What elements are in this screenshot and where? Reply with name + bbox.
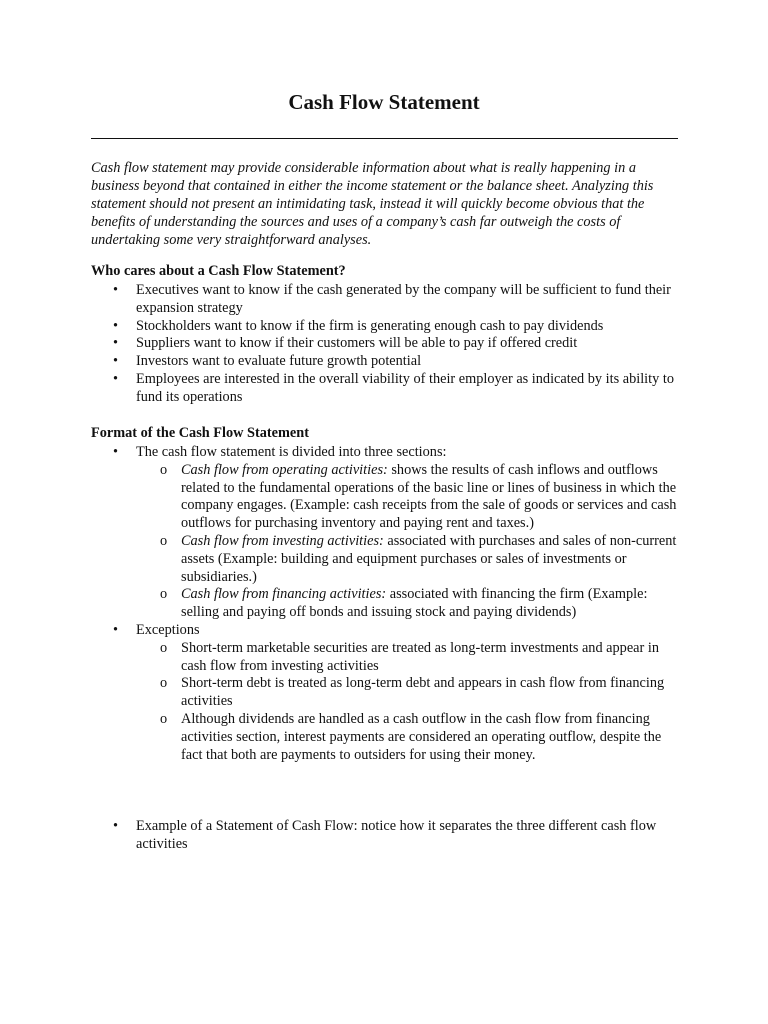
- sublist-item-financing: [136, 586, 681, 622]
- format-list: [91, 444, 681, 764]
- sublist-item-operating: [136, 462, 681, 533]
- document-title: Cash Flow Statement: [288, 90, 480, 114]
- list-item: • Suppliers want to know if their customers will be able to pay if offered credit: [91, 335, 681, 353]
- intro-paragraph: Cash flow statement may provide considerable information about what is really happening in a business beyond that contained in either the income statement or the balance sheet. Analyzing this statement should not present an intimidating task, instead it will quickly become obvious that the benefits of understanding the sources and uses of a company’s cash far outweigh the costs of undertaking some very straightforward analyses.: [91, 160, 654, 248]
- section-heading-who-cares: Who cares about a Cash Flow Statement?: [91, 263, 346, 279]
- list-item-example: • Example of a Statement of Cash Flow: notice how it separates the three different cash flow activities: [91, 818, 681, 854]
- term-investing: Cash flow from investing activities:: [181, 532, 384, 549]
- sublist-item-investing: [136, 533, 681, 586]
- desc-investing: associated with purchases and sales of non-current assets (Example: building and equipment purchases or sales of investments or subsidiaries.): [181, 532, 677, 585]
- desc-financing: associated with financing the firm (Example: selling and paying off bonds and issuing stock and paying dividends): [181, 586, 648, 621]
- list-item: • Employees are interested in the overall viability of their employer as indicated by its ability to fund its operations: [91, 371, 681, 407]
- sections-sublist: [136, 462, 681, 622]
- sublist-item: o Short-term debt is treated as long-term debt and appears in cash flow from financing activities: [136, 675, 681, 711]
- term-financing: Cash flow from financing activities:: [181, 586, 387, 603]
- list-item-divided: [91, 444, 681, 622]
- exceptions-sublist: [136, 640, 681, 765]
- list-item: • Executives want to know if the cash generated by the company will be sufficient to fund their expansion strategy: [91, 282, 681, 318]
- who-cares-list: [91, 282, 681, 407]
- list-item: • Investors want to evaluate future growth potential: [91, 353, 681, 371]
- sublist-item: o Although dividends are handled as a cash outflow in the cash flow from financing activities section, interest payments are considered an operating outflow, despite the fact that both are payments to outsiders for using their money.: [136, 711, 681, 764]
- list-item: • Stockholders want to know if the firm is generating enough cash to pay dividends: [91, 318, 681, 336]
- desc-operating: shows the results of cash inflows and outflows related to the fundamental operations of the basic line or lines of business in which the company engages. (Example: cash receipts from the sale of goods or services and cash outflows for purchasing inventory and paying rent and taxes.): [181, 461, 677, 532]
- term-operating: Cash flow from operating activities:: [181, 461, 388, 478]
- example-list: [91, 818, 681, 854]
- sublist-item: o Short-term marketable securities are treated as long-term investments and appear in cash flow from investing activities: [136, 640, 681, 676]
- section-heading-format: Format of the Cash Flow Statement: [91, 425, 309, 441]
- divided-label: The cash flow statement is divided into three sections:: [136, 444, 447, 460]
- list-item-exceptions: [91, 622, 681, 764]
- title-divider: [91, 138, 678, 139]
- exceptions-label: Exceptions: [136, 621, 200, 638]
